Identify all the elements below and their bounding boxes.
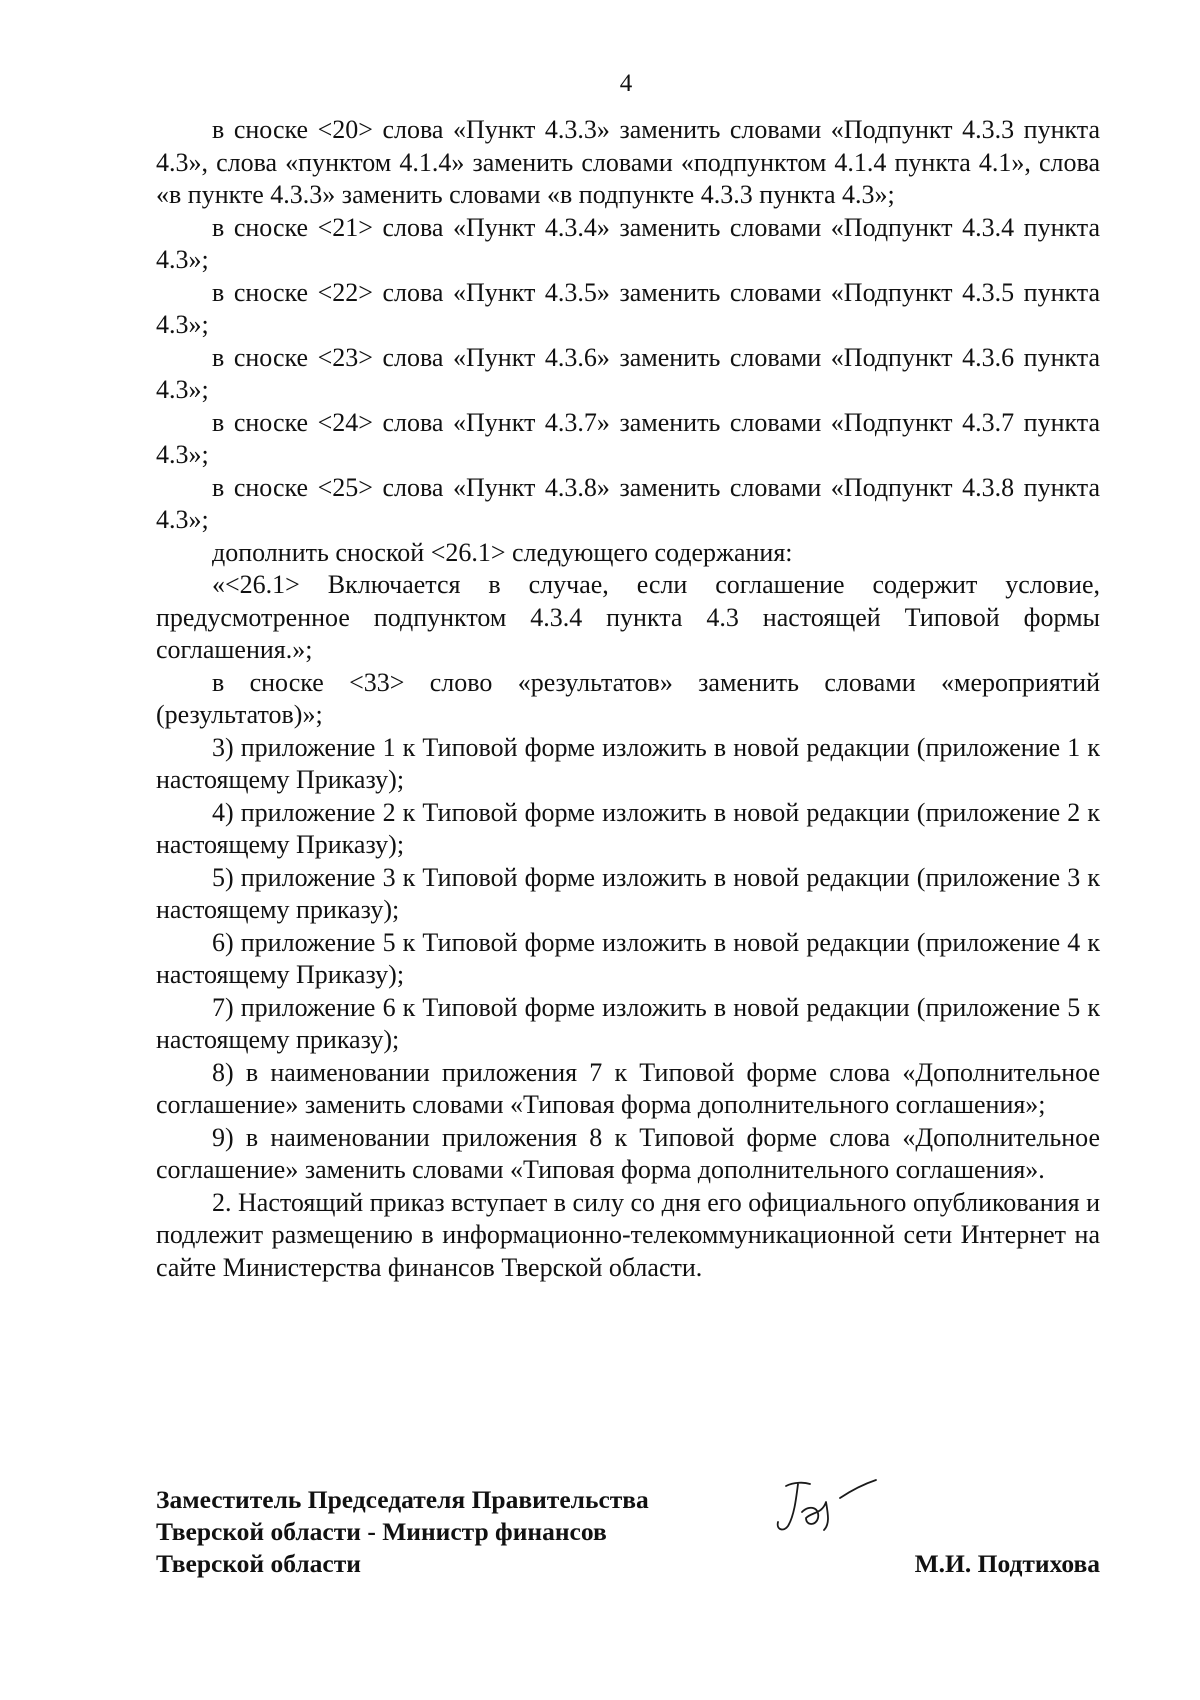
- document-body: [156, 114, 1100, 1284]
- paragraph-item-9: 9) в наименовании приложения 8 к Типовой форме слова «Дополнительное соглашение» заменить словами «Типовая форма дополнительного соглашения».: [156, 1122, 1100, 1184]
- paragraph-footnote-20: в сноске <20> слова «Пункт 4.3.3» заменить словами «Подпункт 4.3.3 пункта 4.3», слова «пунктом 4.1.4» заменить словами «подпунктом 4.1.4 пункта 4.1», слова «в пункте 4.3.3» заменить словами «в подпункте 4.3.3 пункта 4.3»;: [156, 115, 1100, 209]
- paragraph-item-7: 7) приложение 6 к Типовой форме изложить в новой редакции (приложение 5 к настоящему приказу);: [156, 992, 1100, 1054]
- paragraph-item-6: 6) приложение 5 к Типовой форме изложить в новой редакции (приложение 4 к настоящему Приказу);: [156, 927, 1100, 989]
- paragraph-footnote-25: в сноске <25> слова «Пункт 4.3.8» заменить словами «Подпункт 4.3.8 пункта 4.3»;: [156, 472, 1100, 534]
- signer-name: М.И. Подтихова: [914, 1549, 1100, 1578]
- handwritten-signature: [764, 1472, 884, 1544]
- paragraph-clause-2: 2. Настоящий приказ вступает в силу со дня его официального опубликования и подлежит размещению в информационно-телекоммуникационной сети Интернет на сайте Министерства финансов Тверской области.: [156, 1187, 1100, 1282]
- paragraph-item-4: 4) приложение 2 к Типовой форме изложить в новой редакции (приложение 2 к настоящему Приказу);: [156, 797, 1100, 859]
- signer-title: [156, 1484, 649, 1580]
- paragraph-footnote-23: в сноске <23> слова «Пункт 4.3.6» заменить словами «Подпункт 4.3.6 пункта 4.3»;: [156, 342, 1100, 404]
- signature-block: [156, 1484, 1100, 1584]
- paragraph-item-3: 3) приложение 1 к Типовой форме изложить в новой редакции (приложение 1 к настоящему Приказу);: [156, 732, 1100, 794]
- paragraph-footnote-26-1: «<26.1> Включается в случае, если соглашение содержит условие, предусмотренное подпунктом 4.3.4 пункта 4.3 настоящей Типовой формы соглашения.»;: [156, 570, 1100, 664]
- paragraph-footnote-21: в сноске <21> слова «Пункт 4.3.4» заменить словами «Подпункт 4.3.4 пункта 4.3»;: [156, 212, 1100, 274]
- paragraph-footnote-33: в сноске <33> слово «результатов» заменить словами «мероприятий (результатов)»;: [156, 667, 1100, 729]
- page-number: 4: [619, 70, 633, 97]
- signer-title-line: Заместитель Председателя Правительства: [156, 1485, 649, 1514]
- signer-title-line: Тверской области - Министр финансов: [156, 1517, 607, 1546]
- paragraph-item-8: 8) в наименовании приложения 7 к Типовой форме слова «Дополнительное соглашение» заменить словами «Типовая форма дополнительного соглашения»;: [156, 1057, 1100, 1119]
- paragraph-footnote-24: в сноске <24> слова «Пункт 4.3.7» заменить словами «Подпункт 4.3.7 пункта 4.3»;: [156, 407, 1100, 469]
- paragraph-footnote-22: в сноске <22> слова «Пункт 4.3.5» заменить словами «Подпункт 4.3.5 пункта 4.3»;: [156, 277, 1100, 339]
- signer-title-line: Тверской области: [156, 1549, 361, 1578]
- paragraph-item-5: 5) приложение 3 к Типовой форме изложить в новой редакции (приложение 3 к настоящему приказу);: [156, 862, 1100, 924]
- paragraph-add-footnote: дополнить сноской <26.1> следующего содержания:: [212, 537, 793, 567]
